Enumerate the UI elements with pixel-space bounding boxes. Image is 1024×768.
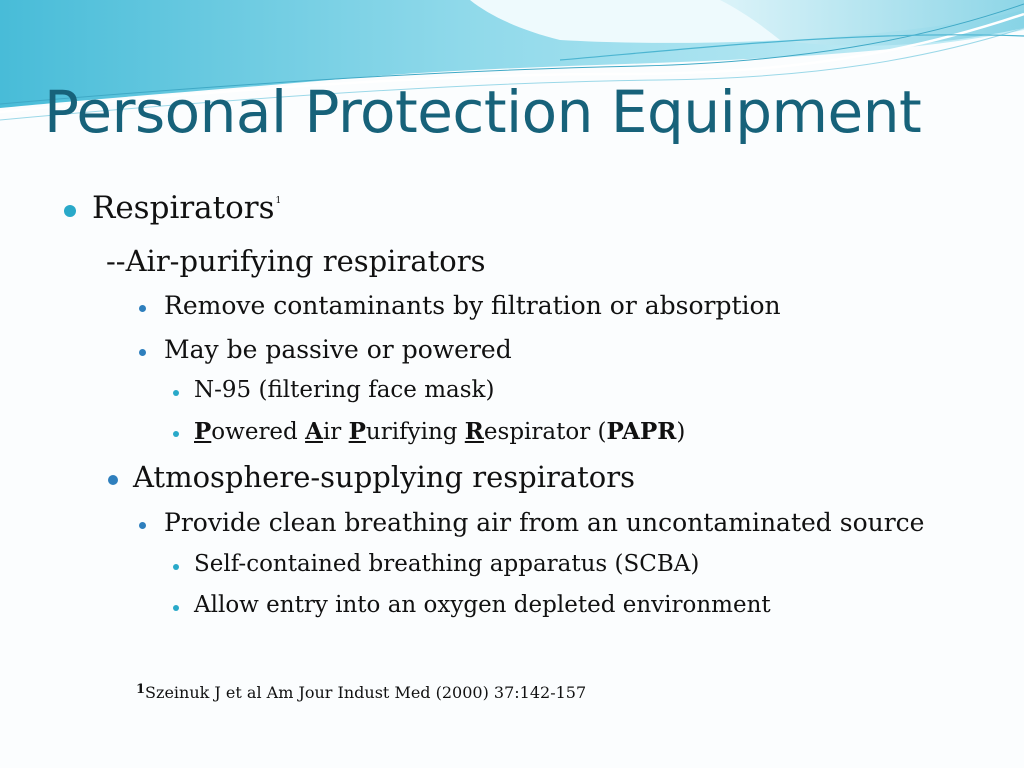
bullet-icon bbox=[108, 475, 118, 485]
n95-item: N-95 (filtering face mask) bbox=[194, 377, 495, 403]
bullet-icon bbox=[139, 305, 146, 312]
bullet-icon bbox=[173, 605, 179, 611]
footnote-mark: 1 bbox=[136, 682, 146, 697]
footnote bbox=[136, 682, 586, 702]
bullet-icon bbox=[173, 564, 179, 570]
bullet-icon bbox=[173, 431, 179, 437]
respirators-heading: Respirators$^1$ bbox=[92, 190, 282, 226]
air-purifying-heading: --Air-purifying respirators bbox=[106, 244, 486, 278]
papr-item: Powered Air Purifying Respirator (PAPR) bbox=[194, 418, 686, 445]
bullet-icon bbox=[64, 205, 76, 217]
oxygen-item: Allow entry into an oxygen depleted environment bbox=[194, 592, 771, 618]
atmosphere-heading: Atmosphere-supplying respirators bbox=[133, 460, 635, 494]
atmosphere-point: Provide clean breathing air from an uncontaminated source bbox=[164, 508, 925, 537]
slide-title: Personal Protection Equipment bbox=[44, 78, 922, 146]
footnote-text: Szeinuk J et al Am Jour Indust Med (2000) 37:142-157 bbox=[145, 683, 587, 702]
scba-item: Self-contained breathing apparatus (SCBA) bbox=[194, 551, 700, 577]
bullet-icon bbox=[139, 349, 146, 356]
air-purifying-point: Remove contaminants by filtration or absorption bbox=[164, 291, 781, 320]
bullet-icon bbox=[139, 522, 146, 529]
bullet-icon bbox=[173, 390, 179, 396]
air-purifying-point: May be passive or powered bbox=[164, 335, 512, 364]
